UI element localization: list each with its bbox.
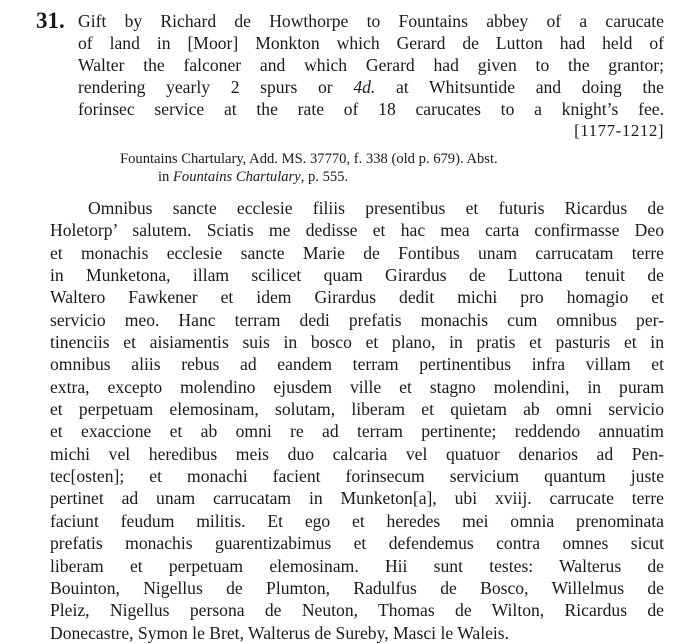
summary-line: Walter the falconer and which Gerard had given to the grantor; bbox=[78, 55, 664, 75]
charter-line: liberam et perpetuam elemosinam. Hii sunt testes: Walterus de bbox=[50, 555, 664, 576]
summary-line: of land in [Moor] Monkton which Gerard de Lutton had held of bbox=[78, 33, 664, 53]
charter-line: faciunt feudum militis. Et ego et heredes mei omnia prenominata bbox=[50, 510, 664, 531]
entry-summary bbox=[78, 10, 664, 142]
summary-line bbox=[78, 76, 664, 98]
entry-number: 31. bbox=[36, 8, 65, 33]
summary-line: forinsec service at the rate of 18 carucates to a knight’s fee. bbox=[78, 99, 664, 119]
charter-line: Pleiz, Nigellus persona de Neuton, Thomas de Wilton, Ricardus de bbox=[50, 600, 664, 621]
charter-line: et perpetuam elemosinam, solutam, liberam et quietam ab omni servicio bbox=[50, 399, 664, 420]
charter-line: prefatis monachis guarentizabimus et defendemus contra omnes sicut bbox=[50, 533, 664, 554]
charter-line: Holetorp’ salutem. Sciatis me dedisse et hac mea carta confirmasse Deo bbox=[50, 220, 664, 241]
charter-line: et exaccione et ab omni re ad terram pertinente; reddendo annuatim bbox=[50, 421, 664, 442]
source-title: Fountains Chartulary bbox=[173, 169, 301, 185]
source-suffix: , p. 555. bbox=[300, 169, 349, 185]
charter-line: extra, excepto molendino ejusdem ville et stagno molendini, in puram bbox=[50, 376, 664, 397]
summary-pence: 4d. bbox=[353, 77, 376, 97]
charter-text bbox=[50, 197, 664, 644]
charter-line: pertinet ad unam carrucatam in Munketon[a], ubi xviij. carrucate terre bbox=[50, 488, 664, 509]
charter-line: tec[osten]; et monachi facient forinsecum servicium quantum juste bbox=[50, 466, 664, 487]
charter-line: michi vel heredibus meis duo calcaria vel quatuor denarios ad Pen- bbox=[50, 443, 664, 464]
source-line bbox=[120, 168, 660, 186]
charter-line: Waltero Fawkener et idem Girardus dedit michi pro homagio et bbox=[50, 287, 664, 308]
charter-line: et monachis ecclesie sancte Marie de Fontibus unam carrucatam terre bbox=[50, 242, 664, 263]
summary-line-text: rendering yearly 2 spurs or bbox=[78, 77, 333, 97]
charter-line: Donecastre, Symon le Bret, Walterus de Sureby, Masci le Waleis. bbox=[50, 622, 510, 643]
charter-line: Bouinton, Nigellus de Plumton, Radulfus de Bosco, Willelmus de bbox=[50, 577, 664, 598]
source-prefix: in bbox=[158, 169, 173, 185]
summary-line: Gift by Richard de Howthorpe to Fountains abbey of a carucate bbox=[78, 11, 664, 31]
summary-line-text: at Whitsuntide and doing the bbox=[375, 77, 664, 97]
source-reference bbox=[120, 150, 660, 186]
charter-line: servicio meo. Hanc terram dedi prefatis monachis cum omnibus per- bbox=[50, 309, 664, 330]
charter-line: tinenciis et aisiamentis suis in bosco et plano, in pratis et pasturis et in bbox=[50, 332, 664, 353]
charter-line: in Munketona, illam scilicet quam Girardus de Luttona tenuit de bbox=[50, 265, 664, 286]
charter-line: omnibus aliis rebus ad eandem terram pertinentibus infra villam et bbox=[50, 354, 664, 375]
entry-date: [1177-1212] bbox=[574, 121, 664, 140]
charter-line: Omnibus sancte ecclesie filiis presentibus et futuris Ricardus de bbox=[88, 198, 664, 218]
source-line: Fountains Chartulary, Add. MS. 37770, f. 338 (old p. 679). Abst. bbox=[120, 151, 498, 167]
